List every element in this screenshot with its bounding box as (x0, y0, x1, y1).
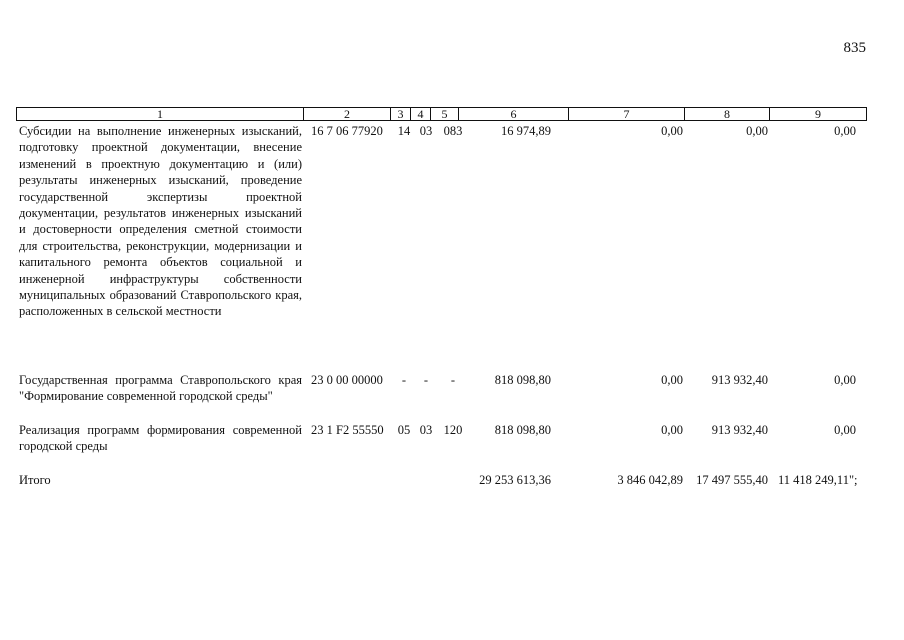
row-col4: 03 (419, 124, 433, 138)
row-description: Реализация программ формирования современной городской среды (19, 423, 302, 454)
header-col-4: 4 (411, 108, 431, 120)
row-description: Государственная программа Ставропольского края "Формирование современной городской среды" (19, 373, 302, 404)
header-col-5: 5 (431, 108, 459, 120)
row-col8: 17 497 555,40 (696, 473, 768, 487)
row-col3: 05 (397, 423, 411, 437)
row-col9: 0,00 (834, 124, 856, 138)
row-col7: 0,00 (661, 423, 683, 437)
row-col7: 0,00 (661, 373, 683, 387)
row-description: Итого (19, 473, 51, 487)
table-header-row (16, 107, 867, 121)
row-description: Субсидии на выполнение инженерных изысканий, подготовку проектной документации, внесение изменений в проектную документацию и (или) результаты инженерных изысканий, проведение государственной экспертизы проектной документации, результатов инженерных изысканий и достоверности определения сметной стоимости для строительства, реконструкции, модернизации и капитального ремонта объектов социальной и инженерной инфраструктуры собственности муниципальных образований Ставропольского края, расположенных в сельской местности (19, 124, 302, 319)
row-col4: 03 (419, 423, 433, 437)
row-col9: 0,00 (834, 373, 856, 387)
row-code: 16 7 06 77920 (311, 124, 383, 138)
row-col9: 0,00 (834, 423, 856, 437)
row-col3: 14 (397, 124, 411, 138)
row-col8: 913 932,40 (711, 423, 768, 437)
header-col-1: 1 (17, 108, 304, 120)
row-code: 23 1 F2 55550 (311, 423, 384, 437)
row-code: 23 0 00 00000 (311, 373, 383, 387)
row-col7: 0,00 (661, 124, 683, 138)
row-col9: 11 418 249,11"; (778, 473, 858, 487)
row-col6: 29 253 613,36 (479, 473, 551, 487)
row-col5: 083 (443, 124, 463, 138)
row-col6: 16 974,89 (501, 124, 551, 138)
header-col-2: 2 (304, 108, 391, 120)
row-col6: 818 098,80 (494, 423, 551, 437)
page-number: 835 (843, 40, 866, 56)
row-col3: - (401, 373, 407, 387)
row-col8: 0,00 (746, 124, 768, 138)
header-col-6: 6 (459, 108, 569, 120)
row-col7: 3 846 042,89 (617, 473, 683, 487)
header-col-7: 7 (569, 108, 685, 120)
header-col-9: 9 (815, 107, 821, 121)
row-col4: - (423, 373, 429, 387)
row-col6: 818 098,80 (494, 373, 551, 387)
row-col5: 120 (443, 423, 463, 437)
row-col5: - (450, 373, 456, 387)
row-col8: 913 932,40 (711, 373, 768, 387)
header-col-8: 8 (685, 108, 770, 120)
header-col-3: 3 (391, 108, 411, 120)
